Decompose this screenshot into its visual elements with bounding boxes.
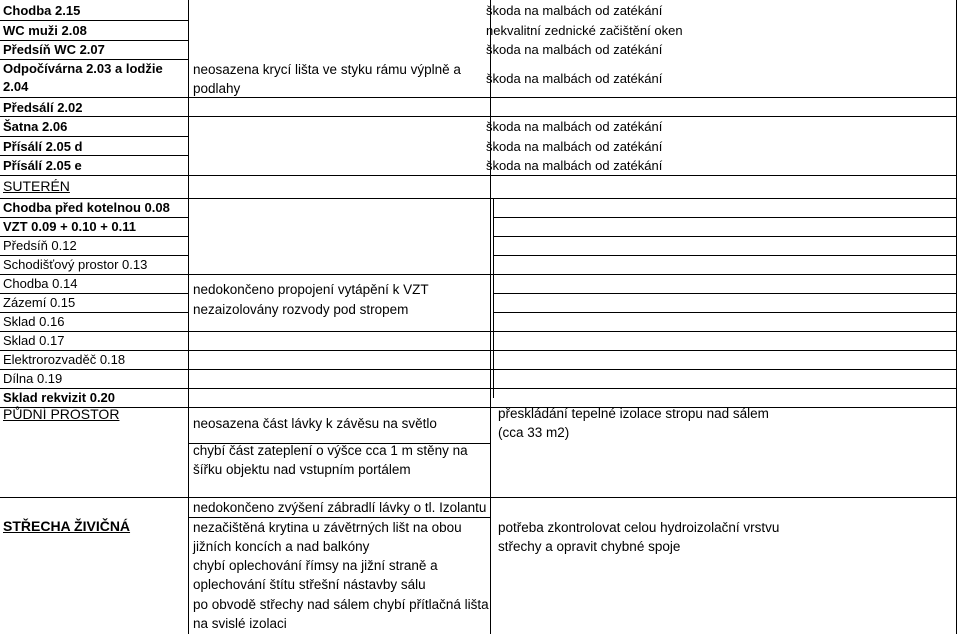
section-heading-pudni-prostor: PŮDNÍ PROSTOR bbox=[3, 406, 120, 422]
row-line bbox=[0, 116, 956, 117]
room-name: Předsíň 0.12 bbox=[3, 238, 77, 253]
room-name: Sklad rekvizit 0.20 bbox=[3, 390, 116, 405]
row-line bbox=[0, 369, 956, 370]
row-line bbox=[0, 331, 956, 332]
defect-text: chybí oplechování římsy na jižní straně a oplechování štítu střešní nástavby sálu bbox=[193, 558, 438, 592]
room-name: Chodba 2.15 bbox=[3, 3, 81, 18]
defect-text: chybí část zateplení o výšce cca 1 m stěny na šířku objektu nad vstupním portálem bbox=[193, 443, 468, 477]
room-name: Chodba 0.14 bbox=[3, 276, 78, 291]
room-name: Chodba před kotelnou 0.08 bbox=[3, 200, 170, 215]
room-name: Sklad 0.17 bbox=[3, 333, 65, 348]
row-line bbox=[494, 217, 956, 218]
damage-text: škoda na malbách od zatékání bbox=[486, 3, 663, 18]
row-line bbox=[494, 312, 956, 313]
row-line bbox=[494, 293, 956, 294]
row-line bbox=[494, 236, 956, 237]
room-name: Přísálí 2.05 d bbox=[3, 139, 83, 154]
room-name: Odpočívárna 2.03 a lodžie 2.04 bbox=[3, 61, 163, 94]
row-line bbox=[494, 255, 956, 256]
damage-text: škoda na malbách od zatékání bbox=[486, 158, 663, 173]
room-name: VZT 0.09 + 0.10 + 0.11 bbox=[3, 219, 136, 234]
damage-text: škoda na malbách od zatékání bbox=[486, 42, 663, 57]
damage-text: nekvalitní zednické začištění oken bbox=[486, 23, 683, 38]
room-name: Předsíň WC 2.07 bbox=[3, 42, 105, 57]
room-name: Předsálí 2.02 bbox=[3, 100, 83, 115]
col-divider-1 bbox=[188, 0, 189, 634]
row-line bbox=[0, 97, 956, 98]
damage-text: škoda na malbách od zatékání bbox=[486, 139, 663, 154]
row-line bbox=[0, 274, 956, 275]
room-name: Dílna 0.19 bbox=[3, 371, 63, 386]
section-heading-suteren: SUTERÉN bbox=[3, 178, 70, 194]
note-text: přeskládání tepelné izolace stropu nad sálem (cca 33 m2) bbox=[498, 406, 769, 440]
defect-text: nezačištěná krytina u závětrných lišt na obou jižních koncích a nad balkóny bbox=[193, 520, 462, 554]
defect-text: nedokončeno propojení vytápění k VZT bbox=[193, 282, 429, 297]
defect-text: neosazena krycí lišta ve styku rámu výplně a podlahy bbox=[193, 62, 461, 96]
room-name: Elektrorozvaděč 0.18 bbox=[3, 352, 126, 367]
section-heading-strecha: STŘECHA ŽIVIČNÁ bbox=[3, 518, 131, 534]
room-name: WC muži 2.08 bbox=[3, 23, 87, 38]
row-line bbox=[0, 175, 956, 176]
col-divider-2 bbox=[490, 0, 491, 634]
note-text: potřeba zkontrolovat celou hydroizolační vrstvu střechy a opravit chybné spoje bbox=[498, 520, 780, 554]
damage-text: škoda na malbách od zatékání bbox=[486, 71, 663, 86]
col-divider-3-upper bbox=[493, 198, 494, 398]
row-line bbox=[0, 136, 188, 137]
damage-text: škoda na malbách od zatékání bbox=[486, 119, 663, 134]
room-name: Schodišťový prostor 0.13 bbox=[3, 257, 148, 272]
row-line bbox=[0, 20, 188, 21]
defect-text: nezaizolovány rozvody pod stropem bbox=[193, 302, 409, 317]
row-line bbox=[0, 407, 956, 408]
defect-text: po obvodě střechy nad sálem chybí přítlačná lišta na svislé izolaci bbox=[193, 597, 489, 631]
room-name: Sklad 0.16 bbox=[3, 314, 65, 329]
row-line bbox=[0, 497, 956, 498]
col-divider-4 bbox=[956, 0, 957, 634]
room-name: Přísálí 2.05 e bbox=[3, 158, 82, 173]
row-line bbox=[0, 350, 956, 351]
defect-text: nedokončeno zvýšení zábradlí lávky o tl. Izolantu bbox=[193, 500, 487, 515]
row-line bbox=[0, 388, 956, 389]
defect-text: neosazena část lávky k závěsu na světlo bbox=[193, 416, 437, 431]
row-line bbox=[0, 155, 188, 156]
room-name: Šatna 2.06 bbox=[3, 119, 68, 134]
room-name: Zázemí 0.15 bbox=[3, 295, 76, 310]
